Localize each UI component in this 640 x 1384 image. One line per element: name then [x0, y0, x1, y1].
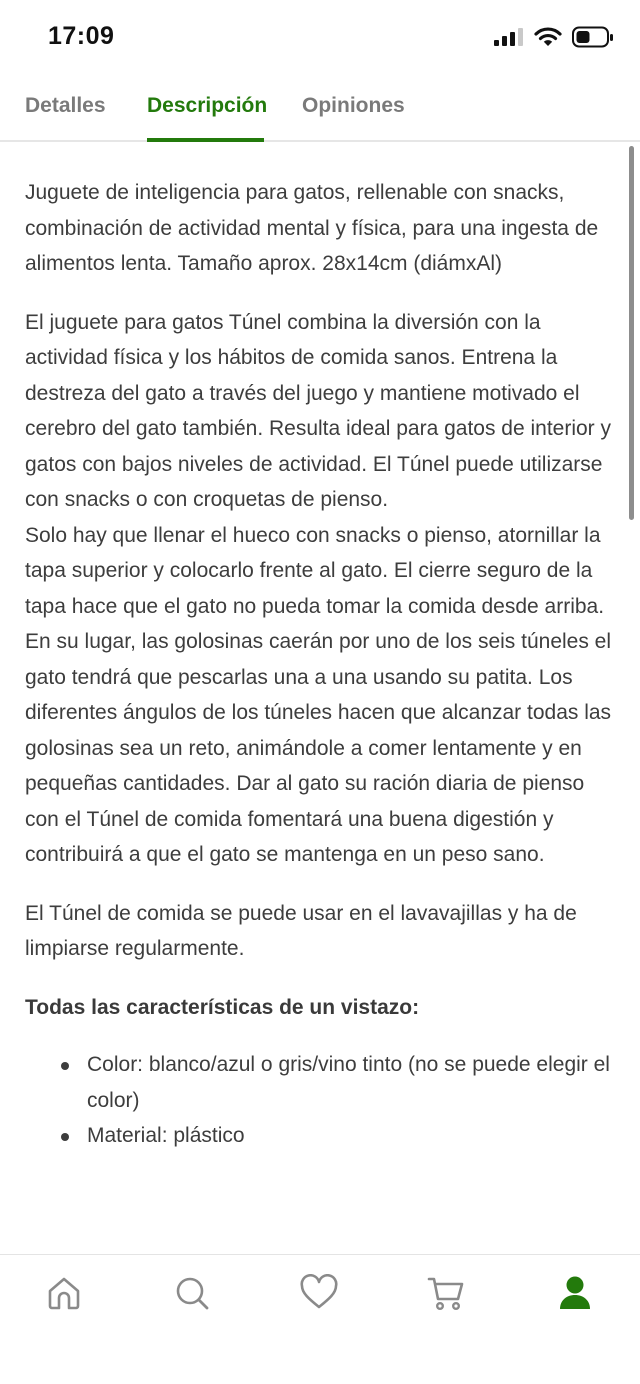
description-paragraph: Solo hay que llenar el hueco con snacks o pienso, atornillar la tapa superior y colocarlo frente al gato. El cierre seguro de la tapa hace que el gato no pueda tomar la comida desde arriba. En su lugar, las golosinas caerán por uno de los seis túneles el gato tendrá que pescarlas una a una usando su patita. Los diferentes ángulos de los túneles hacen que alcanzar todas las golosinas sea un reto, animándole a comer lentamente y en pequeñas cantidades. Dar al gato su ración diaria de pienso con el Túnel de comida fomentará una buena digestión y contribuirá a que el gato se mantenga en un peso sano. — [25, 523, 612, 866]
nav-search[interactable] — [170, 1273, 214, 1317]
heart-icon — [299, 1274, 339, 1317]
wifi-icon — [534, 26, 562, 53]
nav-cart[interactable] — [424, 1273, 468, 1317]
status-icons — [494, 26, 614, 53]
status-time: 17:09 — [48, 22, 115, 50]
battery-icon — [572, 26, 614, 53]
tab-detalles[interactable]: Detalles — [25, 94, 106, 117]
cellular-signal-icon — [494, 27, 524, 52]
search-icon — [173, 1274, 211, 1317]
description-paragraph: El Túnel de comida se puede usar en el lavavajillas y ha de limpiarse regularmente. — [25, 901, 577, 960]
description-intro: Juguete de inteligencia para gatos, rellenable con snacks, combinación de actividad mental y física, para una ingesta de alimentos lenta. Tamaño aprox. 28x14cm (diámxAl) — [25, 181, 599, 275]
home-icon — [45, 1274, 83, 1317]
nav-favorites[interactable] — [297, 1273, 341, 1317]
feature-item: Material: plástico — [61, 1118, 621, 1154]
nav-profile[interactable] — [553, 1273, 597, 1317]
description-text — [25, 175, 621, 1154]
tab-descripcion[interactable]: Descripción — [147, 94, 268, 117]
features-list — [25, 1047, 621, 1154]
profile-icon — [556, 1274, 594, 1317]
status-bar — [0, 0, 640, 78]
feature-item: Color: blanco/azul o gris/vino tinto (no se puede elegir el color) — [61, 1047, 621, 1118]
description-paragraph: El juguete para gatos Túnel combina la diversión con la actividad física y los hábitos de comida sanos. Entrena la destreza del gato a través del juego y mantiene motivado el cerebro del gato también. Resulta ideal para gatos de interior y gatos con bajos niveles de actividad. El Túnel puede utilizarse con snacks o con croquetas de pienso. — [25, 310, 612, 511]
nav-home[interactable] — [42, 1273, 86, 1317]
tab-bar — [0, 78, 640, 142]
bottom-navigation — [0, 1254, 640, 1384]
features-heading: Todas las características de un vistazo: — [25, 995, 420, 1019]
scrollbar[interactable] — [629, 146, 634, 520]
cart-icon — [426, 1273, 466, 1318]
tab-opiniones[interactable]: Opiniones — [302, 94, 405, 117]
description-content[interactable] — [0, 142, 640, 1254]
